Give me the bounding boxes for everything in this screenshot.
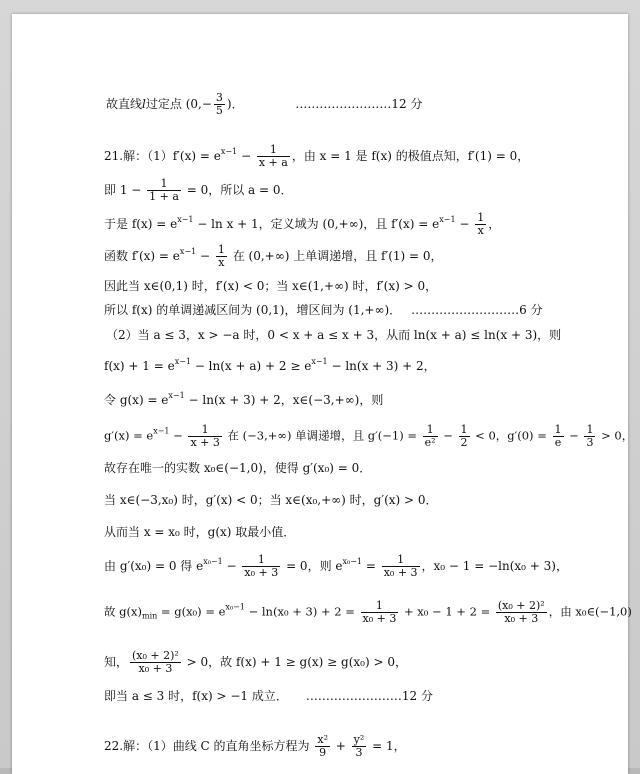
line-text: = 0，则 e [282,559,343,573]
line-text: 在 (−3,+∞) 单调递增，且 g′(−1) = [223,428,421,443]
math-expr: f(x) + 1 = e [104,359,175,373]
line-text: 函数 f′(x) = e [104,249,180,263]
subscript: min [141,611,158,621]
superscript: x−1 [174,357,191,366]
line-text: 知， [104,655,129,669]
line-monotone [104,244,443,269]
line-from-g-prime [104,554,568,579]
line-g-sign: 当 x∈(−3,x₀) 时，g′(x) < 0；当 x∈(x₀,+∞) 时，g′(x) > 0． [104,493,438,507]
line-define-g [104,392,383,408]
fraction: $\frac{1}{x}$ [477,211,485,237]
superscript: x−1 [177,215,194,224]
line-text: − ln(x + 3) + 2，x∈(−3,+∞)，则 [184,393,384,407]
line-part-2: （2）当 a ≤ 3，x > −a 时，0 < x + a ≤ x + 3，从而 ln(x + a) ≤ ln(x + 3)，则 [106,328,562,342]
line-text: > 0，故 f(x) + 1 ≥ g(x) ≥ g(x₀) > 0， [182,655,407,669]
score-marker: ………………………6 分 [411,303,543,317]
line-g-derivative [104,424,633,449]
fraction: $\frac{1}{\text{x₀ + 3}}$ [383,553,418,579]
fraction: $\frac{1}{x + 3}$ [190,423,220,449]
math-expr: − [455,217,474,231]
superscript: x−1 [439,215,456,224]
math-expr: > 0， [597,428,634,443]
line-text: 22.解：（1）曲线 C 的直角坐标方程为 [104,739,314,753]
fraction: $\frac{1}{e}$ [554,423,562,449]
line-text: 在 (0,+∞) 上单调递增，且 f′(1) = 0， [228,249,443,263]
line-text: 由 g′(x₀) = 0 得 e [104,559,204,573]
line-g-min: 从而当 x = x₀ 时，g(x) 取最小值． [104,525,296,539]
superscript: x₀−1 [342,557,363,566]
line-text: = 1， [368,739,406,753]
superscript: x−1 [153,426,170,436]
line-text: < 0，g′(0) = [471,428,551,443]
line-intervals [104,302,543,318]
fraction: $\frac{1}{x + a}$ [258,143,288,169]
fraction: $\frac{1}{\text{x₀ + 3}}$ [362,599,397,625]
fraction: $\frac{3}{5}$ [215,91,223,117]
line-text: 即 1 − [104,183,146,197]
math-expr: f′(x) = e [172,149,221,163]
line-text: )． [226,97,244,111]
math-expr: − [222,559,241,573]
math-expr: − [237,149,255,163]
line-text: 故直线 [106,97,143,111]
line-unique-root: 故存在唯一的实数 x₀∈(−1,0)，使得 g′(x₀) = 0． [104,461,372,475]
solution-22-start [104,734,406,759]
superscript: x−1 [179,247,197,256]
fraction: $\frac{\text{(x₀ + 2)²}}{\text{x₀ + 3}}$ [497,599,545,625]
document-page[interactable] [12,14,634,774]
math-expr: + x₀ − 1 + 2 = [400,604,494,619]
line-text: 过定点 [145,97,182,111]
fraction: $\frac{\text{(x₀ + 2)²}}{\text{x₀ + 3}}$ [132,649,179,675]
line-sign: 因此当 x∈(0,1) 时，f′(x) < 0；当 x∈(1,+∞) 时，f′(x) > 0， [104,279,438,293]
fraction: $\frac{1}{2}$ [460,423,468,449]
math-expr: − [439,428,457,443]
superscript: x−1 [168,391,185,400]
line-text: ，由 x = 1 是 f(x) 的极值点知，f′(1) = 0， [291,149,530,163]
line-domain [104,212,500,237]
math-expr: + [331,739,350,753]
fraction: $\frac{1}{3}$ [586,423,594,449]
line-a-zero [104,178,293,203]
math-expr: = [362,559,380,573]
math-expr: g′(x) = e [104,428,154,443]
line-text: ，x₀ − 1 = −ln(x₀ + 3)， [421,559,568,573]
fraction: $\frac{1}{x}$ [217,243,225,269]
superscript: x−1 [311,357,328,366]
line-conclusion-inequality [104,650,407,675]
line-text: 即当 a ≤ 3 时，f(x) > −1 成立． [104,689,288,703]
line-text: 令 g(x) = e [104,393,169,407]
math-expr: − ln(x₀ + 3) + 2 = [244,604,359,619]
superscript: x₀−1 [225,602,245,612]
line-text: (0,− [185,97,212,111]
line-text: ，由 x₀∈(−1,0) [548,604,632,619]
line-text: ， [488,217,501,231]
superscript: x−1 [220,147,238,156]
line-text: 所以 f(x) 的单调递减区间为 (0,1)，增区间为 (1,+∞)． [104,303,402,317]
fraction: $\frac{\text{y²}}{3}$ [353,733,365,759]
fraction: $\frac{1}{\text{e²}}$ [424,423,436,449]
line-l-var: l [142,97,146,111]
line-text: 于是 f(x) = e [104,217,178,231]
math-expr: − [565,428,583,443]
solution-21-start [104,144,529,169]
math-expr: − ln(x + 3) + 2， [327,359,436,373]
line-text: = 0，所以 a = 0． [182,183,293,197]
fraction: $\frac{1}{\text{x₀ + 3}}$ [244,553,279,579]
fraction: $\frac{\text{x²}}{9}$ [317,733,328,759]
line-g-min-value [104,600,632,625]
line-fixed-point [106,92,423,117]
score-marker: ……………………12 分 [295,97,423,111]
line-inequality [104,358,436,374]
math-expr: 故 g(x) [104,604,142,619]
math-expr: = g(x₀) = e [157,604,226,619]
line-final-conclusion [104,688,433,704]
fraction: $\frac{1}{1 + a}$ [149,177,179,203]
line-text: − ln x + 1，定义域为 (0,+∞)，且 f′(x) = e [193,217,440,231]
math-expr: − [196,249,214,263]
score-marker: ……………………12 分 [305,689,433,703]
superscript: x₀−1 [203,557,223,566]
line-text: 21.解：（1） [104,149,173,163]
math-expr: − ln(x + a) + 2 ≥ e [191,359,312,373]
math-expr: − [169,428,187,443]
